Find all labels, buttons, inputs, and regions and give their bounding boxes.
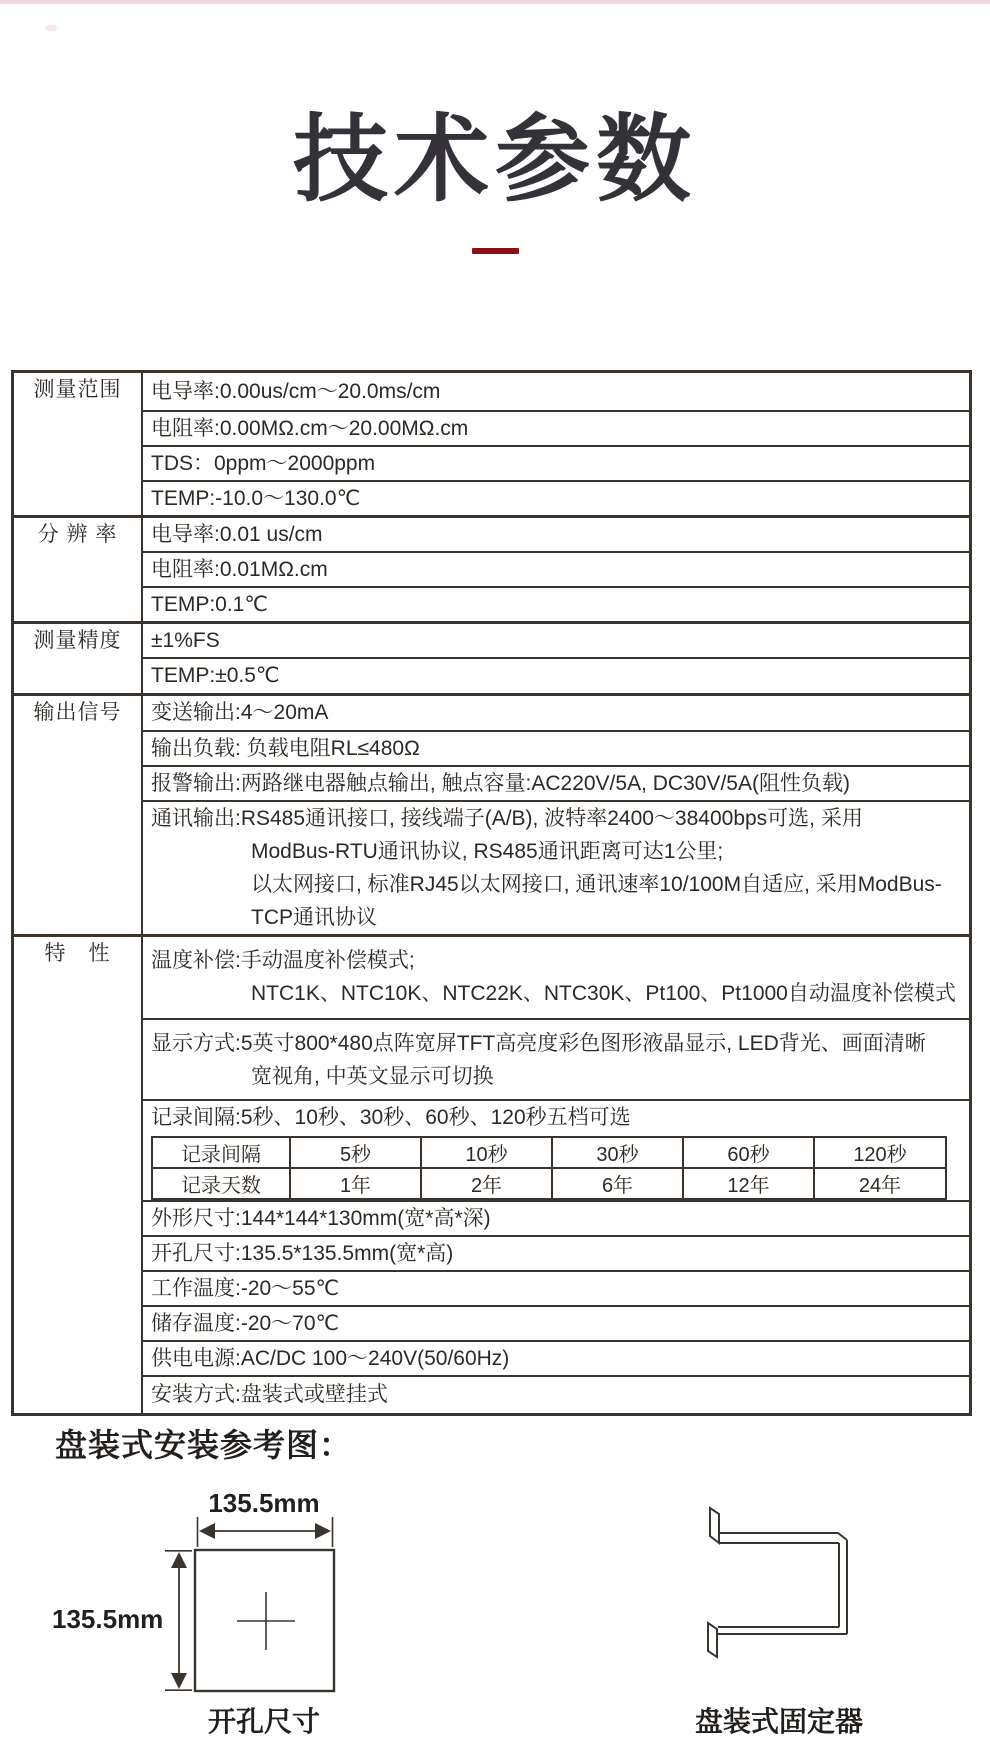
spec-line: TDS：0ppm～2000ppm [151, 451, 376, 475]
spec-row [13, 801, 971, 936]
spec-line: 报警输出:两路继电器触点输出, 触点容量:AC220V/5A, DC30V/5A(阻性负载) [151, 771, 850, 795]
cutout-height-label: 135.5mm [52, 1604, 164, 1634]
fixture-top-bar [719, 1533, 847, 1543]
spec-line: 记录间隔:5秒、10秒、30秒、60秒、120秒五档可选 [151, 1106, 631, 1129]
spec-row [13, 1236, 971, 1271]
spec-line: TEMP:0.1℃ [151, 592, 268, 616]
width-arrow-right-head [315, 1523, 331, 1539]
spec-value-cell [142, 1201, 971, 1236]
spec-row [13, 658, 971, 695]
spec-group-label: 测量精度 [13, 622, 143, 695]
page-title: 技术参数 [292, 107, 697, 213]
record-table-cell: 60秒 [683, 1137, 814, 1168]
record-table-cell: 2年 [421, 1168, 552, 1199]
spec-line: 通讯输出:RS485通讯接口, 接线端子(A/B), 波特率2400～38400bps可选, 采用 [151, 806, 863, 830]
spec-line: 电导率:0.01 us/cm [151, 522, 323, 546]
spec-row [13, 587, 971, 623]
spec-group [13, 695, 971, 936]
title-underline [472, 248, 519, 254]
spec-row [13, 1201, 971, 1236]
spec-row [13, 516, 971, 552]
spec-line: TCP通讯协议 [251, 905, 377, 929]
record-table-cell: 10秒 [421, 1137, 552, 1168]
cutout-caption: 开孔尺寸 [207, 1706, 320, 1737]
spec-line: 输出负载: 负载电阻RL≤480Ω [151, 736, 420, 760]
spec-value-cell [142, 1019, 971, 1100]
spec-row [13, 1100, 971, 1201]
spec-value-cell [142, 372, 971, 411]
spec-value-cell [142, 446, 971, 481]
spec-value-cell [142, 935, 971, 1019]
spec-value-cell [142, 1100, 971, 1201]
spec-line: 电导率:0.00us/cm～20.0ms/cm [151, 379, 441, 403]
spec-row [13, 935, 971, 1019]
fixture-top-flange [710, 1508, 719, 1543]
record-table-cell: 1年 [290, 1168, 421, 1199]
spec-value-cell [142, 411, 971, 446]
spec-row [13, 731, 971, 766]
spec-value-cell [142, 801, 971, 936]
spec-line: 外形尺寸:144*144*130mm(宽*高*深) [151, 1207, 491, 1230]
fixture-right-bar [839, 1540, 847, 1634]
spec-group [13, 516, 971, 622]
spec-group [13, 935, 971, 1414]
record-table-cell: 12年 [683, 1168, 814, 1199]
spec-row [13, 411, 971, 446]
record-table-cell: 30秒 [552, 1137, 683, 1168]
spec-value-cell [142, 658, 971, 695]
spec-row [13, 446, 971, 481]
spec-value-cell [142, 552, 971, 587]
record-interval-table [151, 1136, 947, 1200]
spec-group [13, 622, 971, 695]
spec-line: ±1%FS [151, 628, 220, 652]
spec-line: 储存温度:-20～70℃ [151, 1312, 340, 1335]
spec-line: 安装方式:盘装式或壁挂式 [151, 1383, 388, 1407]
spec-value-cell [142, 622, 971, 658]
record-table-row [152, 1168, 946, 1199]
spec-value-cell [142, 1236, 971, 1271]
spec-value-cell [142, 1306, 971, 1341]
fixture-bottom-flange [708, 1623, 717, 1657]
width-arrow-left-head [199, 1523, 215, 1539]
top-accent-bar [0, 0, 990, 4]
spec-group-label: 特 性 [13, 935, 143, 1414]
spec-row [13, 1019, 971, 1100]
spec-line: 工作温度:-20～55℃ [151, 1277, 340, 1300]
spec-line: 开孔尺寸:135.5*135.5mm(宽*高) [151, 1242, 454, 1265]
spec-row [13, 766, 971, 801]
record-table-cell: 6年 [552, 1168, 683, 1199]
record-table-cell: 5秒 [290, 1137, 421, 1168]
spec-value-cell [142, 516, 971, 552]
spec-line: 电阻率:0.00MΩ.cm～20.00MΩ.cm [151, 416, 469, 440]
decor-smudge [45, 25, 57, 31]
record-table-cell: 24年 [814, 1168, 946, 1199]
spec-row [13, 1376, 971, 1414]
spec-line: 电阻率:0.01MΩ.cm [151, 557, 328, 581]
spec-value-cell [142, 1341, 971, 1376]
spec-value-cell [142, 731, 971, 766]
spec-row [13, 1306, 971, 1341]
spec-group [13, 372, 971, 517]
spec-row [13, 622, 971, 658]
height-arrow-bottom-head [171, 1673, 187, 1689]
install-section-heading: 盘装式安装参考图： [55, 1427, 353, 1463]
spec-line: 显示方式:5英寸800*480点阵宽屏TFT高亮度彩色图形液晶显示, LED背光、画面清晰 [151, 1031, 926, 1055]
spec-row [13, 552, 971, 587]
spec-row [13, 1341, 971, 1376]
spec-row [13, 481, 971, 517]
cutout-width-label: 135.5mm [208, 1488, 320, 1518]
spec-row [13, 372, 971, 411]
spec-group-label: 输出信号 [13, 695, 143, 936]
record-table-row [152, 1137, 946, 1168]
fixture-bottom-bar [717, 1627, 847, 1634]
spec-line: ModBus-RTU通讯协议, RS485通讯距离可达1公里; [251, 839, 724, 863]
spec-line: 变送输出:4～20mA [151, 701, 329, 725]
spec-line: TEMP:-10.0～130.0℃ [151, 486, 361, 510]
record-table-cell: 记录间隔 [152, 1137, 290, 1168]
spec-value-cell [142, 1271, 971, 1306]
spec-value-cell [142, 766, 971, 801]
spec-value-cell [142, 695, 971, 731]
spec-group-label: 测量范围 [13, 372, 143, 517]
height-arrow-top-head [171, 1552, 187, 1568]
spec-row [13, 1271, 971, 1306]
spec-line: 以太网接口, 标准RJ45以太网接口, 通讯速率10/100M自适应, 采用ModBus- [251, 872, 942, 896]
record-table-cell: 120秒 [814, 1137, 946, 1168]
spec-value-cell [142, 1376, 971, 1414]
spec-row [13, 695, 971, 731]
spec-group-label: 分 辨 率 [13, 516, 143, 622]
spec-table [11, 370, 972, 1416]
fixture-diagram [690, 1495, 870, 1675]
spec-line: 宽视角, 中英文显示可切换 [251, 1064, 494, 1088]
spec-line: 供电电源:AC/DC 100～240V(50/60Hz) [151, 1347, 510, 1370]
spec-line: TEMP:±0.5℃ [151, 664, 280, 688]
spec-value-cell [142, 481, 971, 517]
spec-value-cell [142, 587, 971, 623]
record-table-cell: 记录天数 [152, 1168, 290, 1199]
spec-line: NTC1K、NTC10K、NTC22K、NTC30K、Pt100、Pt1000自动温度补偿模式 [251, 982, 956, 1006]
fixture-caption: 盘装式固定器 [694, 1706, 863, 1737]
spec-line: 温度补偿:手动温度补偿模式; [151, 949, 415, 973]
